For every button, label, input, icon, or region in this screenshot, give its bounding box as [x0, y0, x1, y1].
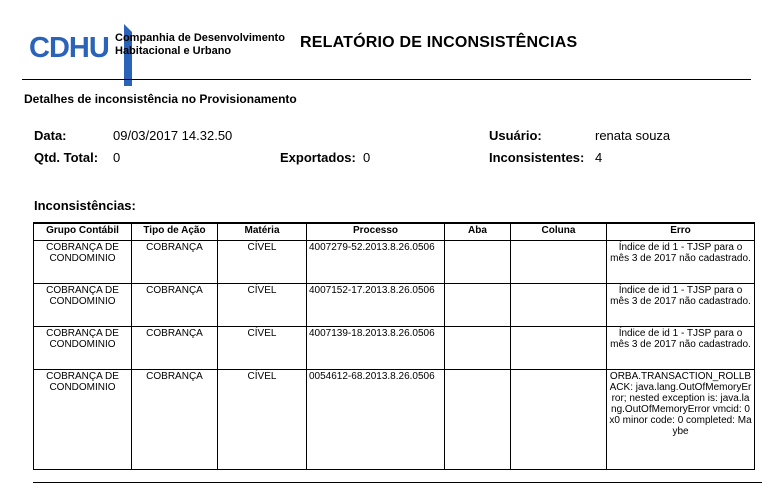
- qtd-value: 0: [113, 150, 121, 165]
- exportados-field: [280, 150, 356, 165]
- qtd-label: Qtd. Total:: [34, 150, 99, 165]
- data-field: [34, 128, 67, 143]
- cell-grupo: COBRANÇA DE CONDOMINIO: [34, 370, 132, 470]
- cell-processo: 4007152-17.2013.8.26.0506: [307, 284, 445, 327]
- col-erro: Erro: [607, 223, 755, 241]
- inconsistentes-label: Inconsistentes:: [489, 150, 585, 165]
- cell-tipo: COBRANÇA: [132, 327, 218, 370]
- exportados-value: 0: [363, 150, 371, 165]
- inconsistencias-label: Inconsistências:: [34, 198, 136, 213]
- col-coluna: Coluna: [511, 223, 607, 241]
- footer-divider: [33, 482, 762, 483]
- inconsistencias-table: [33, 222, 755, 470]
- cell-grupo: COBRANÇA DE CONDOMINIO: [34, 284, 132, 327]
- qtd-field: [34, 150, 98, 165]
- table-row: [34, 241, 755, 284]
- cell-materia: CÍVEL: [218, 241, 307, 284]
- logo-text: CDHU: [29, 32, 109, 64]
- cell-processo: 4007139-18.2013.8.26.0506: [307, 327, 445, 370]
- cell-materia: CÍVEL: [218, 370, 307, 470]
- inconsistentes-field: [489, 150, 584, 165]
- cell-grupo: COBRANÇA DE CONDOMINIO: [34, 327, 132, 370]
- cell-aba: [445, 241, 511, 284]
- table-row: [34, 327, 755, 370]
- col-aba: Aba: [445, 223, 511, 241]
- cell-erro: ORBA.TRANSACTION_ROLLBACK: java.lang.OutOfMemoryError; nested exception is: java.lang.OutOfMemoryError vmcid: 0x0 minor code: 0 completed: Maybe: [607, 370, 755, 470]
- col-processo: Processo: [307, 223, 445, 241]
- usuario-label: Usuário:: [489, 128, 542, 143]
- col-materia: Matéria: [218, 223, 307, 241]
- cell-processo: 0054612-68.2013.8.26.0506: [307, 370, 445, 470]
- cell-materia: CÍVEL: [218, 284, 307, 327]
- header-divider: [22, 79, 751, 80]
- cell-aba: [445, 327, 511, 370]
- cell-erro: Índice de id 1 - TJSP para o mês 3 de 2017 não cadastrado.: [607, 327, 755, 370]
- col-grupo-contabil: Grupo Contábil: [34, 223, 132, 241]
- cell-tipo: COBRANÇA: [132, 284, 218, 327]
- cell-tipo: COBRANÇA: [132, 241, 218, 284]
- usuario-field: [489, 128, 542, 143]
- cell-tipo: COBRANÇA: [132, 370, 218, 470]
- cell-coluna: [511, 327, 607, 370]
- cell-aba: [445, 284, 511, 327]
- cell-erro: Índice de id 1 - TJSP para o mês 3 de 2017 não cadastrado.: [607, 241, 755, 284]
- cell-coluna: [511, 284, 607, 327]
- table-row: [34, 284, 755, 327]
- cell-grupo: COBRANÇA DE CONDOMINIO: [34, 241, 132, 284]
- report-title: RELATÓRIO DE INCONSISTÊNCIAS: [300, 34, 578, 51]
- cell-materia: CÍVEL: [218, 327, 307, 370]
- company-name: [115, 32, 285, 58]
- cell-aba: [445, 370, 511, 470]
- usuario-value: renata souza: [595, 128, 671, 143]
- cell-processo: 4007279-52.2013.8.26.0506: [307, 241, 445, 284]
- company-line-2: Habitacional e Urbano: [115, 45, 232, 57]
- cell-coluna: [511, 370, 607, 470]
- cell-erro: Índice de id 1 - TJSP para o mês 3 de 2017 não cadastrado.: [607, 284, 755, 327]
- data-value: 09/03/2017 14.32.50: [113, 128, 233, 143]
- company-line-1: Companhia de Desenvolvimento: [115, 32, 285, 44]
- section-title: Detalhes de inconsistência no Provisionamento: [24, 92, 297, 106]
- data-label: Data:: [34, 128, 67, 143]
- col-tipo-acao: Tipo de Ação: [132, 223, 218, 241]
- table-header-row: [34, 223, 755, 241]
- logo: [23, 14, 113, 74]
- cell-coluna: [511, 241, 607, 284]
- inconsistentes-value: 4: [595, 150, 603, 165]
- exportados-label: Exportados:: [280, 150, 356, 165]
- table-row: [34, 370, 755, 470]
